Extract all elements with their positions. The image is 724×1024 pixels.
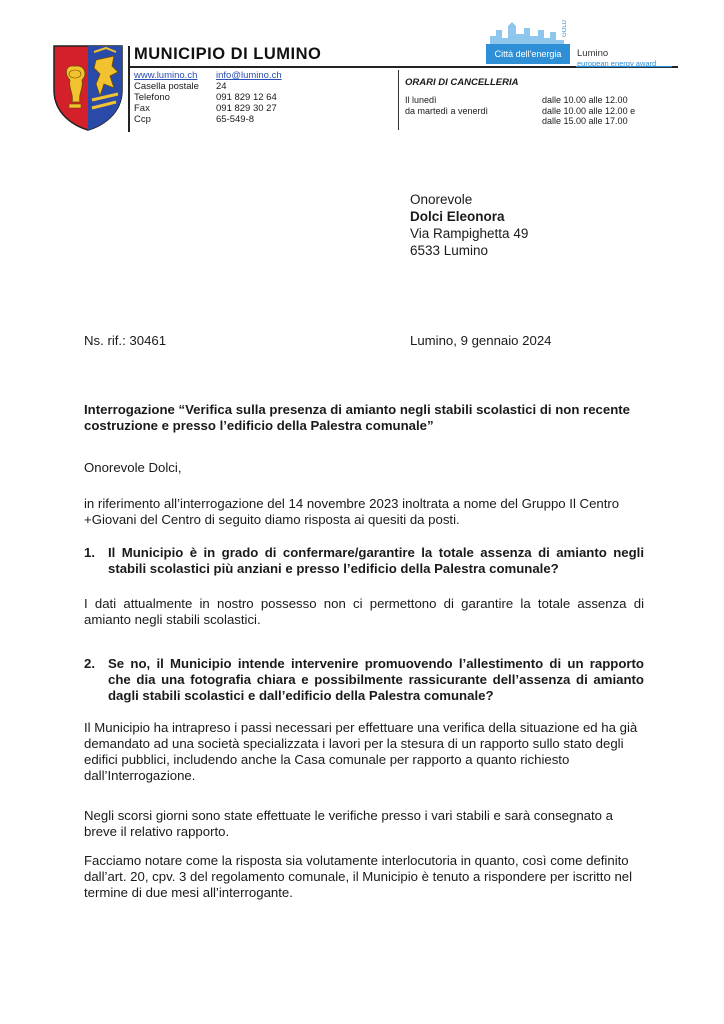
contact-value: 091 829 12 64 [216,92,277,103]
hours-row [405,106,635,117]
contact-value: 091 829 30 27 [216,103,277,114]
header-vertical-divider [398,70,399,130]
contact-value: 65-549-8 [216,114,255,125]
answer-2-paragraph: Negli scorsi giorni sono state effettuate le verifiche presso i vari stabili e sarà consegnato a breve il relativo rapporto. [84,808,614,839]
recipient-address [410,191,528,259]
answer-2-paragraph: Il Municipio ha intrapreso i passi necessari per effettuare una verifica della situazione ed ha già demandato ad una società specializzata i lavori per la stesura di un rapporto sullo stato degli edifici pubblici, includendo anche la Casa comunale per rapporto a quanto richiesto dall’Interrogazione. [84,720,638,783]
hours-row [405,116,635,127]
contact-block [134,70,336,125]
contact-row [134,70,336,81]
question-text: Se no, il Municipio intende intervenire promuovendo l’allestimento di un rapporto che dia una fotografia chiara e possibilmente rassicurante dell’assenza di amianto dagli stabili scolastici e dall’edificio della Palestra comunale? [108,656,644,703]
intro-paragraph: in riferimento all’interrogazione del 14 novembre 2023 inoltrata a nome del Gruppo Il Centro +Giovani del Centro di seguito diamo risposta ai quesiti da posti. [84,496,620,527]
lumino-crest-icon [52,44,124,132]
hours-time: dalle 15.00 alle 17.00 [542,116,628,126]
energy-award-label: european energy award [577,59,657,68]
energy-city-label: Città dell'energia [486,44,570,64]
reference-number: Ns. rif.: 30461 [84,333,167,348]
email-link[interactable]: info@lumino.ch [216,70,282,81]
hours-day: da martedì a venerdì [405,105,489,116]
website-link[interactable]: www.lumino.ch [134,70,198,81]
energy-gold-label: GOLD [562,20,568,38]
question-1 [84,545,644,577]
municipality-name: MUNICIPIO DI LUMINO [134,45,322,63]
recipient-street: Via Rampighetta 49 [410,226,529,241]
contact-key: Casella postale [134,81,199,92]
letter-date: Lumino, 9 gennaio 2024 [410,333,552,348]
contact-key: Ccp [134,114,151,125]
header-bar [128,46,130,132]
recipient-title: Onorevole [410,192,473,207]
contact-row [134,81,336,92]
question-number: 2. [84,656,95,671]
contact-row [134,92,336,103]
question-text: Il Municipio è in grado di confermare/garantire la totale assenza di amianto negli stabili scolastici più anziani e presso l’edificio della Palestra comunale? [108,545,644,576]
salutation: Onorevole Dolci, [84,460,182,475]
hours-day [405,116,542,127]
hours-time: dalle 10.00 alle 12.00 [542,95,628,105]
contact-value: 24 [216,81,227,92]
office-hours [405,95,635,127]
answer-1-paragraph: I dati attualmente in nostro possesso non ci permettono di garantire la totale assenza di amianto negli stabili scolastici. [84,596,644,627]
recipient-city: 6533 Lumino [410,243,489,258]
contact-row [134,114,336,125]
hours-time: dalle 10.00 alle 12.00 e [542,105,636,116]
recipient-name: Dolci Eleonora [410,209,505,224]
energy-place-label: Lumino [577,48,609,59]
hours-day: Il lunedì [405,95,437,105]
question-2 [84,656,644,704]
hours-row [405,95,635,106]
letter-subject: Interrogazione “Verifica sulla presenza di amianto negli stabili scolastici di non recente costruzione e presso l’edificio della Palestra comunale” [84,402,630,433]
question-number: 1. [84,545,95,560]
contact-key: Telefono [134,92,170,103]
contact-key: Fax [134,103,150,114]
answer-2-paragraph: Facciamo notare come la risposta sia volutamente interlocutoria in quanto, così come definito dall’art. 20, cpv. 3 del regolamento comunale, il Municipio è tenuto a rispondere per iscritto nel termine di due mesi all’interrogante. [84,853,633,900]
office-hours-title: ORARI DI CANCELLERIA [405,77,519,88]
contact-row [134,103,336,114]
